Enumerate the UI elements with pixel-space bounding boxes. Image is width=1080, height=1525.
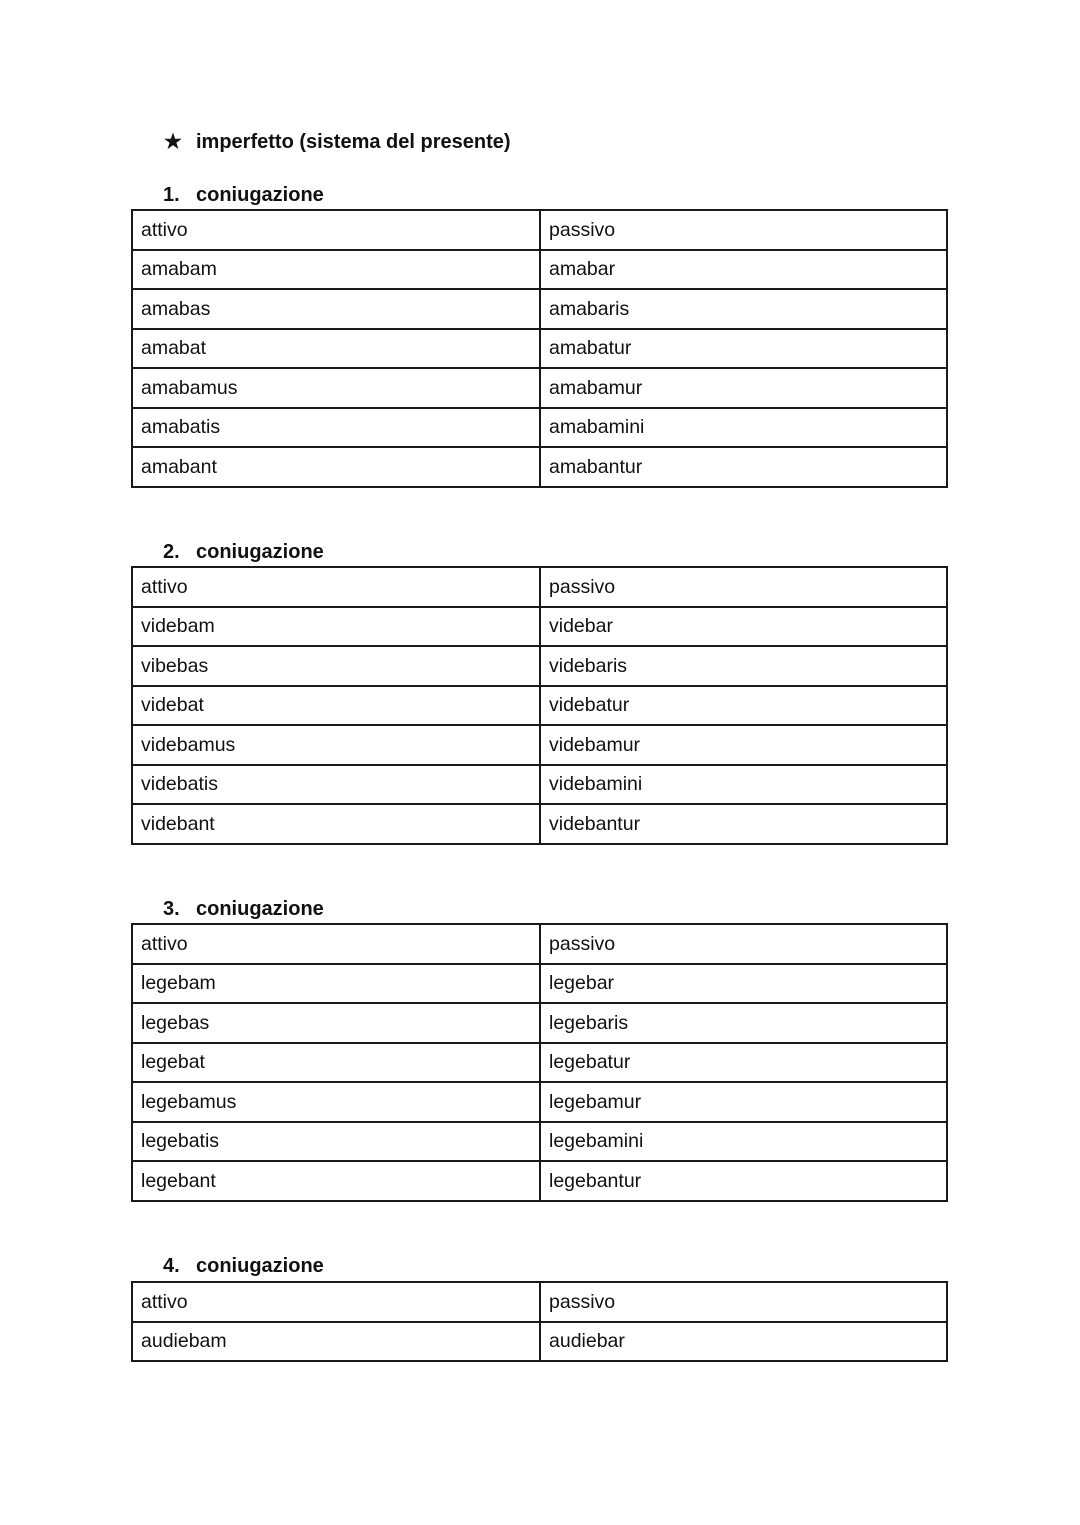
cell-passivo: amabatur [540,329,947,369]
table-row [132,1322,947,1362]
section-number: 2. [163,541,180,563]
heading-text: imperfetto (sistema del presente) [196,131,511,153]
section-label: coniugazione [196,898,324,920]
cell-passivo: legebaris [540,1003,947,1043]
cell-passivo: legebantur [540,1161,947,1201]
column-header-attivo: attivo [132,210,540,250]
table-row [132,1161,947,1201]
table-row [132,607,947,647]
column-header-passivo: passivo [540,1282,947,1322]
cell-attivo: legebas [132,1003,540,1043]
cell-attivo: videbant [132,804,540,844]
table-row [132,765,947,805]
cell-passivo: audiebar [540,1322,947,1362]
cell-passivo: legebar [540,964,947,1004]
cell-passivo: amabaris [540,289,947,329]
table-header-row [132,210,947,250]
cell-passivo: amabantur [540,447,947,487]
table-row [132,289,947,329]
section-label: coniugazione [196,1255,324,1277]
cell-attivo: videbatis [132,765,540,805]
column-header-passivo: passivo [540,210,947,250]
cell-attivo: vibebas [132,646,540,686]
table-header-row [132,567,947,607]
cell-passivo: amabar [540,250,947,290]
column-header-attivo: attivo [132,1282,540,1322]
table-row [132,804,947,844]
cell-passivo: legebamini [540,1122,947,1162]
cell-attivo: videbamus [132,725,540,765]
conjugation-table-2 [131,566,948,845]
cell-passivo: amabamur [540,368,947,408]
table-header-row [132,924,947,964]
table-row [132,1043,947,1083]
column-header-passivo: passivo [540,924,947,964]
cell-passivo: videbantur [540,804,947,844]
table-row [132,1003,947,1043]
table-row [132,329,947,369]
table-header-row [132,1282,947,1322]
cell-attivo: legebatis [132,1122,540,1162]
section-title-2 [163,540,324,564]
section-label: coniugazione [196,541,324,563]
cell-passivo: legebamur [540,1082,947,1122]
cell-attivo: amabas [132,289,540,329]
conjugation-table-4 [131,1281,948,1362]
section-number: 1. [163,184,180,206]
star-icon: ★ [164,131,182,153]
conjugation-table-3 [131,923,948,1202]
cell-attivo: videbam [132,607,540,647]
table-row [132,368,947,408]
table-row [132,725,947,765]
cell-passivo: videbatur [540,686,947,726]
cell-attivo: amabant [132,447,540,487]
section-label: coniugazione [196,184,324,206]
cell-passivo: videbamini [540,765,947,805]
section-number: 3. [163,898,180,920]
cell-attivo: legebam [132,964,540,1004]
section-title-1 [163,183,324,207]
cell-attivo: amabat [132,329,540,369]
table-row [132,447,947,487]
document-heading [163,129,511,155]
table-row [132,1082,947,1122]
column-header-attivo: attivo [132,567,540,607]
cell-passivo: legebatur [540,1043,947,1083]
cell-passivo: videbaris [540,646,947,686]
section-number: 4. [163,1255,180,1277]
cell-passivo: videbar [540,607,947,647]
table-row [132,964,947,1004]
cell-attivo: amabam [132,250,540,290]
table-row [132,250,947,290]
cell-attivo: videbat [132,686,540,726]
table-row [132,646,947,686]
cell-attivo: legebant [132,1161,540,1201]
cell-attivo: amabatis [132,408,540,448]
table-row [132,686,947,726]
section-title-3 [163,897,324,921]
cell-attivo: audiebam [132,1322,540,1362]
column-header-passivo: passivo [540,567,947,607]
cell-passivo: amabamini [540,408,947,448]
column-header-attivo: attivo [132,924,540,964]
table-row [132,1122,947,1162]
conjugation-table-1 [131,209,948,488]
table-row [132,408,947,448]
cell-attivo: legebamus [132,1082,540,1122]
cell-attivo: amabamus [132,368,540,408]
cell-passivo: videbamur [540,725,947,765]
section-title-4 [163,1254,324,1278]
cell-attivo: legebat [132,1043,540,1083]
